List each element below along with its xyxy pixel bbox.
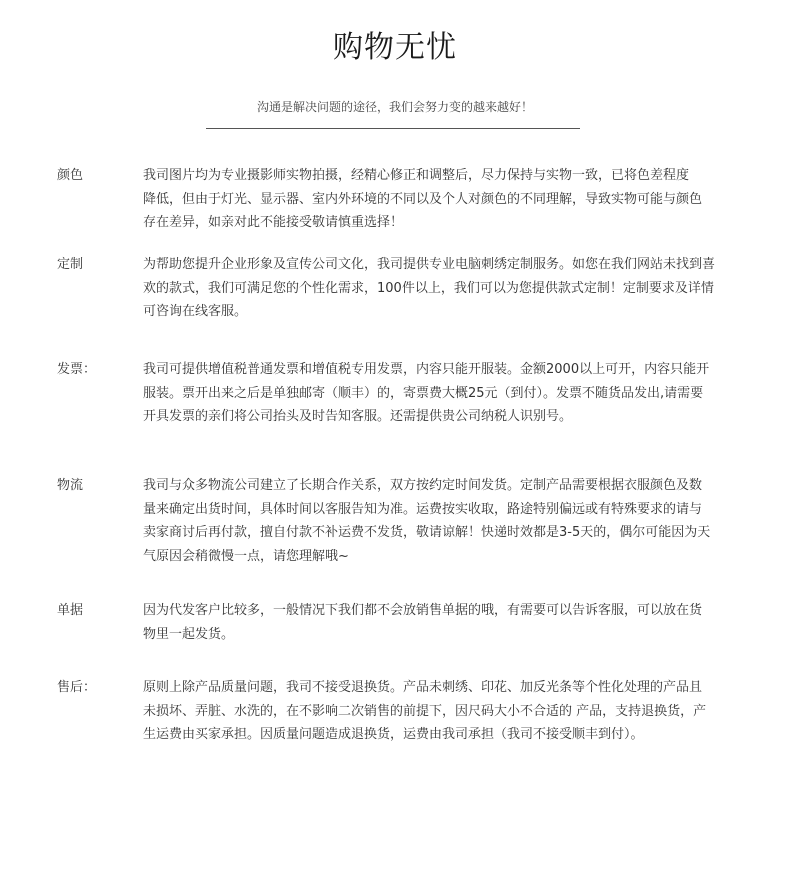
body-line: 生运费由买家承担。因质量问题造成退换货，运费由我司承担（我司不接受顺丰到付）。 xyxy=(143,727,644,742)
section-body xyxy=(143,599,743,646)
body-line: 开具发票的亲们将公司抬头及时告知客服。还需提供贵公司纳税人识别号。 xyxy=(143,409,573,424)
section-body xyxy=(143,164,743,235)
section-body xyxy=(143,253,743,324)
body-line: 我司图片均为专业摄影师实物拍摄，经精心修正和调整后，尽力保持与实物一致，已将色差程度 xyxy=(143,168,690,183)
section-label: 颜色 xyxy=(57,168,84,183)
section-label: 发票： xyxy=(57,362,97,377)
body-line: 我司可提供增值税普通发票和增值税专用发票，内容只能开服装。金额2000以上可开，内容只能开 xyxy=(143,362,710,377)
section-label: 定制 xyxy=(57,257,84,272)
section-body xyxy=(143,358,743,429)
body-line: 服装。票开出来之后是单独邮寄（顺丰）的，寄票费大概25元（到付）。发票不随货品发出,请需要 xyxy=(143,385,704,401)
body-line: 降低，但由于灯光、显示器、室内外环境的不同以及个人对颜色的不同理解，导致实物可能与颜色 xyxy=(143,191,703,207)
body-line: 可咨询在线客服。 xyxy=(143,304,248,319)
section-label: 物流 xyxy=(57,478,84,493)
body-line: 气原因会稍微慢一点，请您理解哦~ xyxy=(143,548,349,564)
body-line: 原则上除产品质量问题，我司不接受退换货。产品未刺绣、印花、加反光条等个性化处理的产品且 xyxy=(143,680,703,695)
section-label: 售后： xyxy=(57,680,97,695)
section-body xyxy=(143,474,743,568)
header-divider xyxy=(206,128,580,129)
page-title: 购物无忧 xyxy=(333,30,457,65)
page-subtitle: 沟通是解决问题的途径，我们会努力变的越来越好！ xyxy=(256,100,533,114)
body-line: 物里一起发货。 xyxy=(143,626,235,642)
body-line: 卖家商讨后再付款，擅自付款不补运费不发货，敬请谅解！快递时效都是3-5天的，偶尔可能因为天 xyxy=(143,525,711,540)
section-label: 单据 xyxy=(57,603,84,618)
body-line: 因为代发客户比较多，一般情况下我们都不会放销售单据的哦，有需要可以告诉客服，可以放在货 xyxy=(143,603,703,618)
section-body xyxy=(143,676,743,747)
body-line: 量来确定出货时间，具体时间以客服告知为准。运费按实收取，路途特别偏远或有特殊要求的请与 xyxy=(143,501,703,517)
body-line: 存在差异，如亲对此不能接受敬请慎重选择！ xyxy=(143,215,404,230)
body-line: 欢的款式，我们可满足您的个性化需求，100件以上，我们可以为您提供款式定制！定制要求及详情 xyxy=(143,280,714,296)
body-line: 我司与众多物流公司建立了长期合作关系，双方按约定时间发货。定制产品需要根据衣服颜色及数 xyxy=(143,478,703,493)
body-line: 为帮助您提升企业形象及宣传公司文化，我司提供专业电脑刺绣定制服务。如您在我们网站未找到喜 xyxy=(143,257,716,272)
body-line: 未损坏、弄脏、水洗的，在不影响二次销售的前提下，因尺码大小不合适的 产品，支持退换货，产 xyxy=(143,703,707,719)
